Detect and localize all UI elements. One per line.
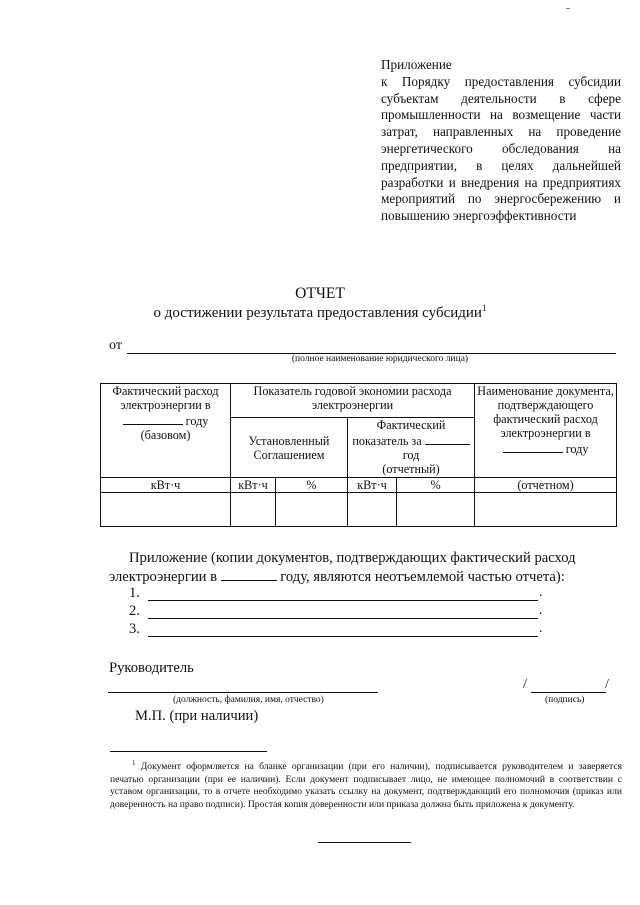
attachment-item-3-line[interactable] (148, 636, 538, 637)
report-year-blank-doc[interactable] (503, 440, 563, 453)
actual-header-text: Фактический показатель за (352, 418, 446, 448)
base-year-blank[interactable] (123, 412, 183, 425)
cell-actual-pct[interactable] (397, 493, 475, 527)
attachment-item-2-dot: . (539, 603, 543, 618)
attachment-item-2-line[interactable] (148, 618, 538, 619)
actual-header-year: год (402, 448, 420, 462)
footnote-number: 1 (132, 759, 136, 767)
appendix-title: Приложение (381, 57, 452, 72)
corner-mark (566, 8, 570, 9)
footnote (110, 757, 622, 812)
col1-header-year: году (185, 414, 209, 428)
head-caption: (должность, фамилия, имя, отчество) (173, 695, 324, 705)
signature-slash-left: / (523, 677, 527, 692)
signature-slash-right: / (605, 677, 609, 692)
col-actual-consumption-header (101, 384, 231, 478)
unit-kwh-base: кВт·ч (101, 478, 231, 493)
attachment-text-2: году, являются неотъемлемой частью отчета): (280, 568, 565, 585)
signature-caption: (подпись) (545, 695, 585, 705)
unit-pct-established: % (276, 478, 348, 493)
actual-header-post: (отчетный) (382, 462, 440, 476)
unit-kwh-actual: кВт·ч (348, 478, 397, 493)
report-subtitle-text: о достижении результата предоставления субсидии (153, 305, 482, 321)
economy-header: Показатель годовой экономии расхода электроэнергии (231, 384, 475, 418)
unit-pct-actual: % (397, 478, 475, 493)
appendix-body: к Порядку предоставления субсидии субъектам деятельности в сфере промышленности на возмещение части затрат, направленных на проведение энергетического обследования на предприятии, в целях дальнейшей разработки и внедрения на предприятиях мероприятий по энергосбережению и повышению энергоэффективности (381, 73, 621, 224)
report-table (100, 383, 617, 527)
col-document-header (475, 384, 617, 478)
cell-actual-kwh[interactable] (348, 493, 397, 527)
bottom-rule (318, 842, 411, 843)
head-label: Руководитель (109, 660, 194, 676)
appendix-block (381, 57, 621, 225)
attachment-text-1: Приложение (копии документов, подтверждающих фактический расход электроэнергии в (109, 550, 576, 585)
footnote-rule (110, 751, 267, 752)
established-header: Установленный Соглашением (231, 418, 348, 478)
attachment-item-3-number: 3. (129, 621, 140, 637)
cell-established-kwh[interactable] (231, 493, 276, 527)
unit-kwh-established: кВт·ч (231, 478, 276, 493)
doc-header-text: Наименование документа, подтверждающего фактический расход электроэнергии в (477, 384, 614, 440)
attachment-year-blank[interactable] (221, 568, 277, 581)
attachment-item-1-number: 1. (129, 585, 140, 601)
report-subtitle (0, 303, 640, 322)
col1-header-text: Фактический расход электроэнергии в (112, 384, 219, 412)
attachment-item-1-line[interactable] (148, 600, 538, 601)
report-title: ОТЧЕТ (295, 285, 345, 302)
cell-base-kwh[interactable] (101, 493, 231, 527)
attachment-item-3-dot: . (539, 621, 543, 636)
head-name-line[interactable] (108, 692, 378, 693)
actual-indicator-header (348, 418, 475, 478)
col1-header-post: (базовом) (140, 428, 191, 442)
report-year-blank-actual[interactable] (425, 432, 470, 445)
cell-document-name[interactable] (475, 493, 617, 527)
signature-line[interactable] (531, 692, 606, 693)
footnote-ref: 1 (481, 303, 487, 313)
cell-established-pct[interactable] (276, 493, 348, 527)
attachment-item-1-dot: . (539, 585, 543, 600)
attachment-text (109, 550, 619, 587)
attachment-item-2-number: 2. (129, 603, 140, 619)
footnote-text: Документ оформляется на бланке организации (при его наличии), подписывается руководителем и заверяется печатью организации (при ее наличии). Если документ подписывает лицо, не имеющее полномочий в соответствии с уставом организации, то в отчете необходимо указать ссылку на документ, подтверждающий его полномочия (приказ или доверенность на право подписи). Простая копия доверенности или приказа должна быть приложена к документу. (110, 761, 622, 810)
from-label: от (109, 338, 122, 353)
stamp-label: М.П. (при наличии) (135, 708, 259, 724)
doc-header-year: году (565, 442, 589, 456)
unit-doc-post: (отчетном) (475, 478, 617, 493)
from-caption: (полное наименование юридического лица) (291, 354, 469, 364)
